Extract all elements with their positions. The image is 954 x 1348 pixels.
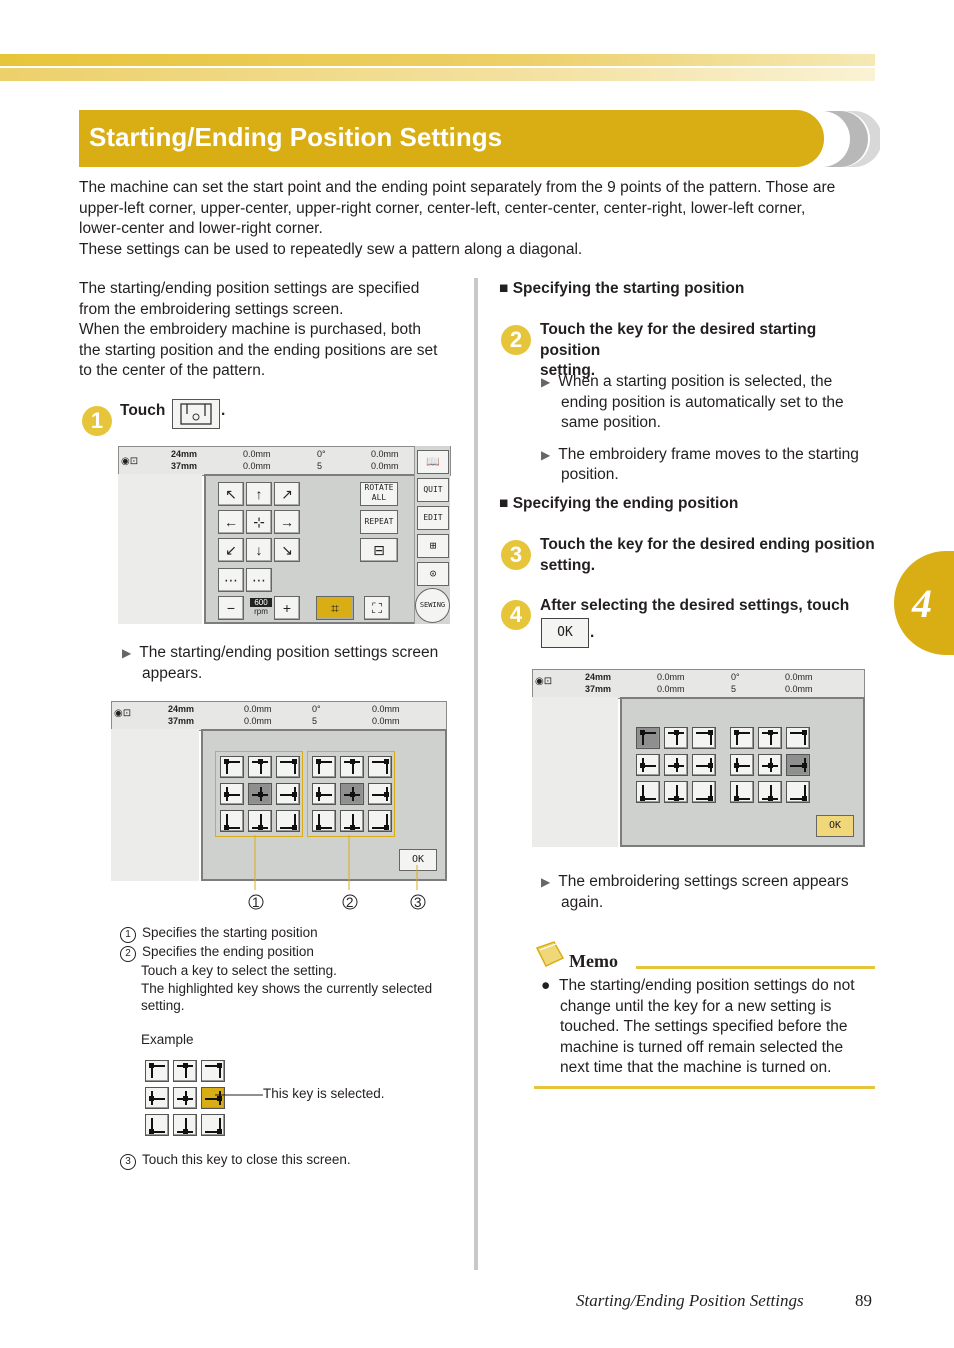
repeat-button[interactable]: REPEAT [360,510,398,534]
position-key-upper-left-icon[interactable] [145,1060,169,1082]
position-key-center-left-icon[interactable] [145,1087,169,1109]
x-value: 0.0mm [657,672,685,682]
intro-line: These settings can be used to repeatedly sew a pattern along a diagonal. [79,240,583,258]
text-line: from the embroidering settings screen. [79,300,344,318]
result-arrow-icon: ▶ [541,375,551,389]
legend [120,924,460,1015]
position-key-upper-right-icon[interactable] [368,756,392,778]
position-key-upper-left-icon[interactable] [220,756,244,778]
ok-key-icon: OK [541,618,589,648]
position-key-center-right-icon[interactable] [368,783,392,805]
step-4-text: After selecting the desired settings, touch [540,597,850,614]
callout-number: 2 [346,895,354,910]
y-offset-value: 0.0mm [785,684,813,694]
center-button[interactable]: ⊹ [246,510,272,534]
move-down-left-button[interactable]: ↙ [218,538,244,562]
position-key-lower-center-icon[interactable] [173,1114,197,1136]
legend-number: 3 [120,1154,136,1170]
pattern-preview [532,697,618,847]
start-position-grid [632,723,718,807]
angle-value: 0° [312,704,321,714]
position-key-upper-center-icon[interactable] [664,727,688,749]
move-up-button[interactable]: ↑ [246,482,272,506]
position-key-lower-center-icon[interactable] [340,810,364,832]
end-position-grid [307,751,395,837]
text-line: The starting/ending position settings are specified [79,280,420,297]
right-side-panel [414,446,450,624]
position-key-lower-left-icon[interactable] [220,810,244,832]
position-key-lower-center-icon[interactable] [248,810,272,832]
step-1-period: . [221,402,226,419]
chapter-number: 4 [912,581,932,626]
text-line: When the embroidery machine is purchased, both [79,321,422,338]
result-text: When a starting position is selected, the [558,373,833,390]
step-1-label: Touch [120,402,166,419]
step-line: setting. [540,362,596,379]
callout-2 [342,894,358,915]
x-value: 0.0mm [244,704,272,714]
screen-status-bar [118,446,451,476]
position-key-lower-left-icon[interactable] [145,1114,169,1136]
position-key-lower-right-icon[interactable] [368,810,392,832]
spacing-button-2[interactable]: ⋯ [246,568,272,592]
result-arrow-icon: ▶ [541,447,551,462]
y-value: 0.0mm [657,684,685,694]
y-value: 0.0mm [244,716,272,726]
move-down-right-button[interactable]: ↘ [274,538,300,562]
position-key-upper-center-icon[interactable] [340,756,364,778]
result-1 [122,643,457,684]
position-panel [620,697,865,847]
legend-number: 1 [120,927,136,943]
position-key-upper-center-icon[interactable] [758,727,782,749]
step-1-badge: 1 [82,406,112,436]
position-key-center-right-icon[interactable] [786,754,810,776]
position-key-center-left-icon[interactable] [220,783,244,805]
start-end-position-button[interactable]: ⌗ [316,596,354,620]
result-text: The embroidering settings screen appears [558,873,849,890]
step-line: Touch the key for the desired starting position [540,321,817,359]
position-key-upper-left-icon[interactable] [730,727,754,749]
speed-minus-button[interactable]: − [218,596,244,620]
x-value: 0.0mm [243,449,271,459]
y-offset-value: 0.0mm [372,716,400,726]
position-key-lower-right-icon[interactable] [201,1114,225,1136]
x-offset-value: 0.0mm [785,672,813,682]
machine-icon: ◉⊡ [121,456,139,467]
legend-text: Touch a key to select the setting. [141,963,337,978]
page-number: 89 [855,1291,872,1310]
step-4-badge: 4 [501,600,531,630]
memo-bottom-rule [534,1086,875,1089]
text-line: to the center of the pattern. [79,362,266,379]
callout-1 [248,894,264,915]
pattern-preview [118,474,202,624]
column-divider [474,278,478,1270]
screen-status-bar [532,669,865,699]
position-key-upper-center-icon[interactable] [173,1060,197,1082]
memo-text: The starting/ending position settings do not [559,977,855,994]
width-value: 24mm [168,704,195,714]
legend-text: setting. [141,998,185,1013]
speed-display [250,598,272,616]
position-key-center-center-icon[interactable] [664,754,688,776]
memo-body [541,976,876,1079]
step-3-text [540,535,880,576]
memo-text: touched. The settings specified before the [560,1018,848,1035]
result-text: again. [561,893,604,911]
legend-number: 2 [120,946,136,962]
position-key-upper-center-icon[interactable] [248,756,272,778]
position-key-center-center-icon[interactable] [248,783,272,805]
header-band-bottom [0,68,875,81]
legend-text: Specifies the ending position [142,944,314,959]
result-text: appears. [142,664,203,682]
text-line: the starting position and the ending positions are set [79,341,438,359]
trial-button[interactable]: ⛶ [364,596,390,620]
machine-icon: ◉⊡ [114,708,132,719]
width-value: 24mm [171,449,198,459]
frame-button[interactable]: ⊞ [417,534,449,558]
count-value: 5 [731,684,737,694]
position-key-center-right-icon[interactable] [692,754,716,776]
count-value: 5 [317,461,323,471]
memo-text: change until the key for a new setting is [560,997,832,1015]
bullet-icon: ● [541,977,551,994]
step-4-period: . [590,624,595,641]
machine-icon: ◉⊡ [535,676,553,687]
legend-text: Touch this key to close this screen. [142,1152,351,1167]
section-heading: Specifying the starting position [512,280,745,297]
edit-button[interactable]: EDIT [417,506,449,530]
angle-value: 0° [731,672,740,682]
step-line: setting. [540,556,596,574]
position-key-center-center-icon[interactable] [340,783,364,805]
move-down-button[interactable]: ↓ [246,538,272,562]
step-3-badge: 3 [501,540,531,570]
footer-title: Starting/Ending Position Settings [576,1291,804,1310]
page-title: Starting/Ending Position Settings [89,122,503,152]
memo-title: Memo [569,951,618,971]
end-position-grid [726,723,812,807]
spacing-button[interactable]: ⋯ [218,568,244,592]
x-offset-value: 0.0mm [371,449,399,459]
pattern-preview [111,729,199,881]
screen-status-bar [111,701,447,731]
height-value: 37mm [168,716,195,726]
square-bullet-icon: ■ [499,495,509,512]
y-value: 0.0mm [243,461,271,471]
callout-3 [410,894,426,915]
position-key-upper-right-icon[interactable] [276,756,300,778]
position-key-upper-right-icon[interactable] [786,727,810,749]
callout-lines [240,835,440,895]
move-up-left-button[interactable]: ↖ [218,482,244,506]
step-line: Touch the key for the desired ending position [540,536,875,553]
position-key-upper-left-icon[interactable] [312,756,336,778]
section-heading: Specifying the ending position [512,495,739,512]
memo-icon [534,940,566,970]
intro-line: upper-left corner, upper-center, upper-right corner, center-left, center-center, center-right, lower-left corner, [79,199,806,217]
position-key-center-left-icon[interactable] [730,754,754,776]
quit-button[interactable]: QUIT [417,478,449,502]
speed-unit: rpm [254,607,268,616]
count-value: 5 [312,716,318,726]
example-pointer-line [215,1090,265,1100]
position-key-lower-right-icon[interactable] [786,781,810,803]
result-text: ending position is automatically set to the [561,393,844,411]
start-end-position-key-icon [172,399,220,429]
x-offset-value: 0.0mm [372,704,400,714]
intro-paragraph [79,178,879,260]
move-left-button[interactable]: ← [218,510,244,534]
move-up-right-button[interactable]: ↗ [274,482,300,506]
result-text: same position. [561,414,661,431]
position-key-lower-left-icon[interactable] [636,781,660,803]
step-2-badge: 2 [501,325,531,355]
position-key-center-center-icon[interactable] [173,1087,197,1109]
width-value: 24mm [585,672,612,682]
speed-plus-button[interactable]: + [274,596,300,620]
ok-button[interactable]: OK [816,815,854,837]
y-offset-value: 0.0mm [371,461,399,471]
move-right-button[interactable]: → [274,510,300,534]
help-button[interactable]: 📖 [417,450,449,474]
height-value: 37mm [585,684,612,694]
position-key-upper-right-icon[interactable] [692,727,716,749]
memo-text: machine is turned off remain selected the [560,1038,844,1056]
rotate-all-button[interactable]: ROTATE ALL [360,482,398,506]
position-key-lower-center-icon[interactable] [758,781,782,803]
position-key-center-left-icon[interactable] [636,754,660,776]
result-arrow-icon: ▶ [541,875,551,889]
callout-number: 1 [252,895,260,910]
legend-text: Specifies the starting position [142,925,318,940]
title-bar-chevron [820,108,880,170]
intro-line: lower-center and lower-right corner. [79,220,323,237]
sewing-button[interactable]: SEWING [415,588,450,623]
step-2-results [541,372,876,486]
position-key-center-right-icon[interactable] [276,783,300,805]
example-label: Example [141,1032,194,1047]
angle-value: 0° [317,449,326,459]
memo-text: next time that the machine is turned on. [560,1059,832,1076]
result-text: The starting/ending position settings screen [139,644,439,661]
height-value: 37mm [171,461,198,471]
legend-3 [120,1151,351,1170]
result-text: position. [561,466,619,483]
start-position-grid [215,751,303,837]
legend-text: The highlighted key shows the currently selected [141,980,433,996]
result-text: The embroidery frame moves to the starting [558,445,859,463]
position-key-center-center-icon[interactable] [758,754,782,776]
callout-number: 3 [414,895,422,910]
position-key-lower-left-icon[interactable] [312,810,336,832]
position-key-lower-right-icon[interactable] [692,781,716,803]
position-settings-screen-2 [532,669,865,847]
speed-value: 600 [250,598,272,607]
position-key-lower-right-icon[interactable] [276,810,300,832]
embroidering-settings-screen [118,446,451,624]
ok-button[interactable]: OK [399,849,437,871]
example-note: This key is selected. [263,1086,385,1101]
position-key-upper-right-icon[interactable] [201,1060,225,1082]
section-starting-position [499,279,744,300]
intro-line: The machine can set the start point and the ending point separately from the 9 points of the pattern. Those are [79,179,836,196]
square-bullet-icon: ■ [499,280,509,297]
section-ending-position [499,494,738,515]
position-key-center-left-icon[interactable] [312,783,336,805]
position-key-lower-left-icon[interactable] [730,781,754,803]
memo-rule [636,966,875,969]
result-4 [541,872,876,913]
left-intro [79,279,464,382]
header-band-top [0,54,875,66]
position-key-upper-left-icon[interactable] [636,727,660,749]
density-button[interactable]: ⊟ [360,538,398,562]
edit-panel [204,474,416,624]
result-arrow-icon: ▶ [122,646,132,660]
position-key-lower-center-icon[interactable] [664,781,688,803]
hoop-button[interactable]: ⊙ [417,562,449,586]
